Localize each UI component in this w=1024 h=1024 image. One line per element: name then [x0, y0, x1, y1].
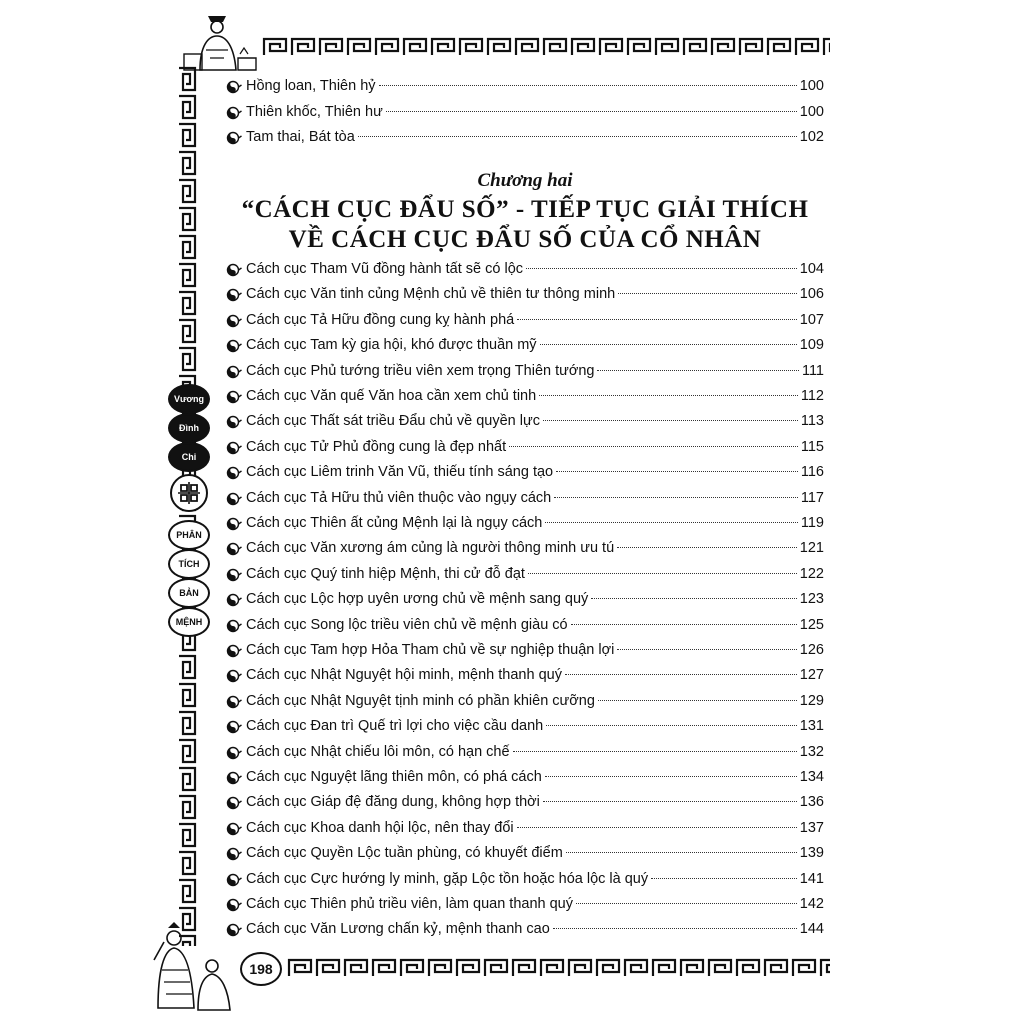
toc-entry-title: Cách cục Tử Phủ đồng cung là đẹp nhất — [246, 438, 507, 455]
dot-leader — [540, 344, 797, 345]
dragon-emblem-icon — [170, 474, 208, 512]
dot-leader — [509, 446, 798, 447]
dot-leader — [651, 878, 797, 879]
toc-entry-title: Cách cục Liêm trinh Văn Vũ, thiếu tính sáng tạo — [246, 464, 554, 481]
toc-entry-title: Cách cục Văn tinh củng Mệnh chủ về thiên tư thông minh — [246, 286, 616, 303]
toc-entry-title: Cách cục Tả Hữu thủ viên thuộc vào ngụy cách — [246, 489, 552, 506]
toc-entry-page: 113 — [800, 413, 824, 430]
toc-entry-title: Tam thai, Bát tòa — [246, 129, 355, 145]
section-tab-1: PHÂN — [168, 520, 210, 550]
dot-leader — [513, 751, 797, 752]
toc-entry-page: 117 — [800, 489, 824, 506]
yin-yang-icon — [226, 745, 242, 759]
dot-leader — [517, 319, 797, 320]
top-border-band — [262, 36, 830, 58]
chapter-title-line-1: “CÁCH CỤC ĐẨU SỐ” - TIẾP TỤC GIẢI THÍCH — [241, 196, 809, 223]
yin-yang-icon — [226, 770, 242, 784]
toc-entry-page: 127 — [799, 667, 824, 684]
yin-yang-icon — [226, 262, 242, 276]
toc-entry-page: 131 — [799, 718, 824, 735]
toc-entry — [226, 588, 824, 610]
toc-entry-title: Cách cục Nhật Nguyệt hội minh, mệnh thanh quý — [246, 667, 562, 684]
toc-entry-title: Cách cục Cực hướng ly minh, gặp Lộc tồn hoặc hóa lộc là quý — [246, 870, 649, 887]
yin-yang-icon — [226, 846, 242, 860]
section-tab-3: BẢN — [168, 578, 210, 608]
dot-leader — [554, 497, 798, 498]
yin-yang-icon — [226, 491, 242, 505]
toc-entry — [226, 639, 824, 661]
toc-entry — [226, 868, 824, 890]
toc-entry-page: 122 — [799, 565, 824, 582]
dot-leader — [543, 420, 798, 421]
toc-entry-page: 126 — [799, 642, 824, 658]
dot-leader — [617, 547, 797, 548]
toc-entry — [226, 436, 824, 458]
page-number: 198 — [240, 952, 282, 986]
dot-leader — [597, 370, 798, 371]
toc-entry-page: 100 — [799, 103, 824, 120]
toc-entry-page: 139 — [799, 845, 824, 862]
dot-leader — [545, 776, 797, 777]
toc-entry — [226, 537, 824, 559]
toc-entry-title: Cách cục Tả Hữu đồng cung kỵ hành phá — [246, 311, 515, 328]
yin-yang-icon — [226, 389, 242, 403]
yin-yang-icon — [226, 694, 242, 708]
dot-leader — [565, 674, 797, 675]
toc-entry-title: Cách cục Thất sát triều Đẩu chủ về quyền lực — [246, 413, 540, 430]
dot-leader — [358, 136, 797, 137]
toc-entry — [226, 664, 824, 686]
toc-entry — [226, 715, 824, 737]
yin-yang-icon — [226, 541, 242, 555]
dot-leader — [553, 928, 797, 929]
author-tab-1: Vương — [168, 384, 210, 414]
yin-yang-icon — [226, 643, 242, 657]
dot-leader — [539, 395, 798, 396]
toc-entry-page: 129 — [799, 692, 824, 709]
toc-entry — [226, 918, 824, 940]
toc-entry-title: Cách cục Khoa danh hội lộc, nên thay đổi — [246, 819, 514, 836]
dot-leader — [545, 522, 798, 523]
toc-entry-page: 137 — [799, 819, 824, 836]
toc-entry — [226, 126, 824, 148]
dot-leader — [379, 85, 797, 86]
yin-yang-icon — [226, 592, 242, 606]
toc-entry-page: 106 — [799, 286, 824, 303]
author-tab-3: Chi — [168, 442, 210, 472]
toc-entry — [226, 360, 824, 382]
toc-entry-title: Cách cục Văn Lương chấn kỷ, mệnh thanh cao — [246, 921, 550, 938]
toc-entry-page: 115 — [800, 438, 824, 455]
chapter-label: Chương hai — [477, 170, 573, 191]
toc-entry-title: Cách cục Văn quế Văn hoa cần xem chủ tinh — [246, 388, 537, 404]
toc-entry-title: Cách cục Tham Vũ đồng hành tất sẽ có lộc — [246, 261, 524, 277]
yin-yang-icon — [226, 668, 242, 682]
yin-yang-icon — [226, 618, 242, 632]
toc-entry — [226, 741, 824, 763]
toc-entry-page: 134 — [799, 769, 824, 785]
dot-leader — [556, 471, 798, 472]
yin-yang-icon — [226, 338, 242, 352]
toc-entry-page: 107 — [799, 311, 824, 328]
yin-yang-icon — [226, 313, 242, 327]
section-tab-4: MỆNH — [168, 607, 210, 637]
toc-entry-page: 100 — [799, 78, 824, 94]
dot-leader — [618, 293, 797, 294]
dot-leader — [591, 598, 797, 599]
dot-leader — [576, 903, 797, 904]
dot-leader — [517, 827, 797, 828]
toc-entry-title: Cách cục Thiên ất củng Mệnh lại là ngụy cách — [246, 515, 543, 531]
toc-entry — [226, 283, 824, 305]
yin-yang-icon — [226, 414, 242, 428]
toc-entry — [226, 563, 824, 585]
yin-yang-icon — [226, 897, 242, 911]
yin-yang-icon — [226, 130, 242, 144]
toc-entry-page: 119 — [800, 515, 824, 531]
toc-entry — [226, 766, 824, 788]
toc-entry — [226, 334, 824, 356]
toc-entry-title: Cách cục Phủ tướng triều viên xem trọng Thiên tướng — [246, 362, 595, 379]
author-tab-2: Đình — [168, 413, 210, 443]
toc-entry-page: 144 — [799, 921, 824, 938]
yin-yang-icon — [226, 567, 242, 581]
toc-entry-page: 104 — [799, 261, 824, 277]
dot-leader — [566, 852, 797, 853]
toc-entry-title: Cách cục Văn xương ám củng là người thông minh ưu tú — [246, 540, 615, 557]
toc-entry — [226, 487, 824, 509]
toc-entry — [226, 791, 824, 813]
toc-entry — [226, 842, 824, 864]
toc-entry — [226, 385, 824, 407]
toc-entry-page: 112 — [800, 388, 824, 404]
toc-entry-title: Cách cục Quý tinh hiệp Mệnh, thi cử đỗ đạt — [246, 565, 525, 582]
yin-yang-icon — [226, 364, 242, 378]
section-tab-2: TÍCH — [168, 549, 210, 579]
toc-entry — [226, 101, 824, 123]
toc-entry-title: Cách cục Nhật chiếu lôi môn, có hạn chế — [246, 743, 510, 760]
dot-leader — [598, 700, 797, 701]
bottom-border-band — [287, 957, 830, 979]
toc-entry — [226, 258, 824, 280]
toc-entry-title: Cách cục Nguyệt lãng thiên môn, có phá cách — [246, 769, 542, 785]
toc-entry-page: 125 — [799, 616, 824, 633]
dot-leader — [543, 801, 797, 802]
toc-entry-title: Thiên khốc, Thiên hư — [246, 103, 383, 120]
toc-entry-title: Cách cục Thiên phủ triều viên, làm quan thanh quý — [246, 896, 573, 912]
yin-yang-icon — [226, 795, 242, 809]
toc-entry-title: Cách cục Tam hợp Hỏa Tham chủ về sự nghiệp thuận lợi — [246, 642, 615, 658]
toc-entry — [226, 817, 824, 839]
toc-entry-title: Cách cục Nhật Nguyệt tịnh minh có phần khiên cưỡng — [246, 692, 595, 709]
chapter-title-line-2: VỀ CÁCH CỤC ĐẨU SỐ CỦA CỔ NHÂN — [288, 226, 762, 253]
yin-yang-icon — [226, 105, 242, 119]
yin-yang-icon — [226, 440, 242, 454]
scholar-illustration-icon — [180, 10, 260, 72]
toc-entry-title: Cách cục Giáp đệ đăng dung, không hợp thời — [246, 794, 540, 811]
toc-entry — [226, 893, 824, 915]
yin-yang-icon — [226, 872, 242, 886]
toc-entry-page: 121 — [799, 540, 824, 557]
toc-entry — [226, 75, 824, 97]
dot-leader — [571, 624, 797, 625]
yin-yang-icon — [226, 922, 242, 936]
toc-entry-page: 116 — [800, 464, 824, 481]
dot-leader — [546, 725, 797, 726]
yin-yang-icon — [226, 821, 242, 835]
dot-leader — [528, 573, 797, 574]
toc-entry-title: Cách cục Lộc hợp uyên ương chủ về mệnh sang quý — [246, 591, 589, 608]
toc-entry-page: 132 — [799, 743, 824, 760]
toc-entry — [226, 309, 824, 331]
toc-entry-page: 109 — [799, 337, 824, 354]
toc-entry-title: Hồng loan, Thiên hỷ — [246, 78, 376, 94]
dot-leader — [526, 268, 797, 269]
toc-entry — [226, 410, 824, 432]
yin-yang-icon — [226, 79, 242, 93]
toc-entry — [226, 690, 824, 712]
toc-entry-title: Cách cục Song lộc triều viên chủ về mệnh giàu có — [246, 616, 568, 633]
toc-entry-page: 111 — [801, 362, 824, 379]
toc-entry-page: 102 — [799, 129, 824, 145]
toc-entry-page: 136 — [799, 794, 824, 811]
toc-entry — [226, 512, 824, 534]
toc-entry-page: 141 — [799, 870, 824, 887]
toc-entry-page: 123 — [799, 591, 824, 608]
toc-entry-page: 142 — [799, 896, 824, 912]
toc-entry-title: Cách cục Đan trì Quế trì lợi cho việc cầu danh — [246, 718, 544, 735]
yin-yang-icon — [226, 465, 242, 479]
toc-entry — [226, 614, 824, 636]
dot-leader — [386, 111, 797, 112]
toc-entry-title: Cách cục Tam kỳ gia hội, khó được thuần mỹ — [246, 337, 537, 354]
toc-entry-title: Cách cục Quyền Lộc tuần phùng, có khuyết điểm — [246, 845, 563, 862]
dot-leader — [617, 649, 796, 650]
yin-yang-icon — [226, 287, 242, 301]
yin-yang-icon — [226, 719, 242, 733]
toc-entry — [226, 461, 824, 483]
yin-yang-icon — [226, 516, 242, 530]
